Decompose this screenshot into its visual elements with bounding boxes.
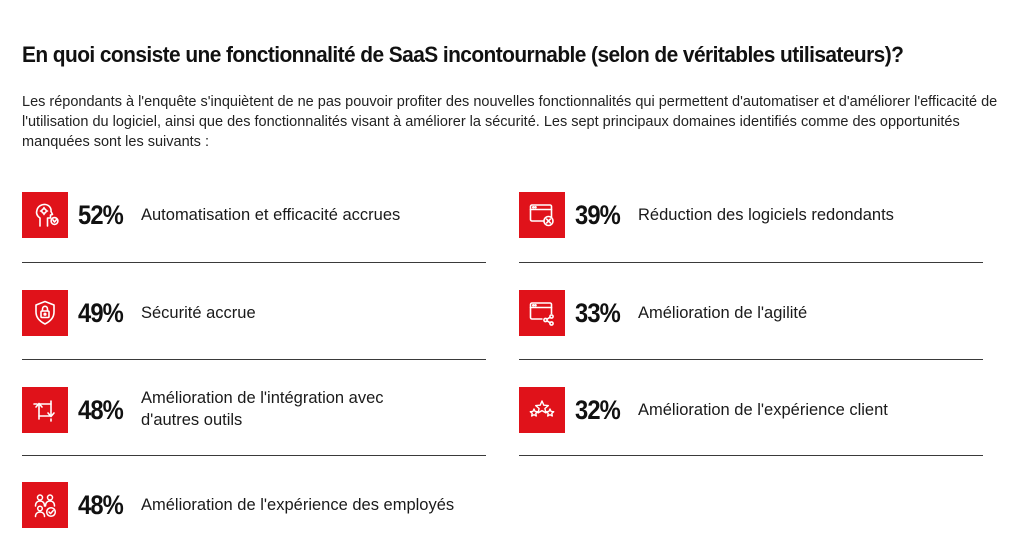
app-remove-icon: [519, 192, 565, 238]
stat-item-automation: [22, 192, 492, 244]
divider: [22, 359, 486, 360]
stat-percent: 32%: [575, 395, 620, 425]
stat-percent: 39%: [575, 200, 620, 230]
divider: [519, 359, 983, 360]
stat-item-employee-experience: [22, 482, 512, 534]
app-share-icon: [519, 290, 565, 336]
stat-percent: 33%: [575, 298, 620, 328]
page-title: En quoi consiste une fonctionnalité de SaaS incontournable (selon de véritables utilisateurs)?: [22, 42, 904, 67]
stat-item-agility: [519, 290, 989, 342]
security-lock-icon: [22, 290, 68, 336]
stat-label: Amélioration de l'expérience des employés: [141, 496, 455, 514]
divider: [519, 262, 983, 263]
divider: [22, 455, 486, 456]
stat-label: Amélioration de l'expérience client: [638, 401, 888, 419]
stat-label: Automatisation et efficacité accrues: [141, 206, 401, 224]
stat-percent: 52%: [78, 200, 123, 230]
star-rating-icon: [519, 387, 565, 433]
stat-item-security: [22, 290, 492, 342]
automation-icon: [22, 192, 68, 238]
stat-item-customer-experience: [519, 387, 989, 439]
stat-label: Amélioration de l'intégration avec d'autres outils: [141, 389, 384, 429]
stat-percent: 48%: [78, 490, 123, 520]
divider: [22, 262, 486, 263]
stat-label: Amélioration de l'agilité: [638, 304, 808, 322]
employees-icon: [22, 482, 68, 528]
intro-paragraph: Les répondants à l'enquête s'inquiètent de ne pas pouvoir profiter des nouvelles fonctionnalités qui permettent d'automatiser et d'améliorer l'efficacité de l'utilisation du logiciel, ainsi que des fonctionnalités visant à améliorer la sécurité. Les sept principaux domaines identifiés comme des opportunités manquées sont les suivants :: [22, 94, 998, 150]
stat-label: Sécurité accrue: [141, 304, 256, 322]
stat-percent: 48%: [78, 395, 123, 425]
stat-label: Réduction des logiciels redondants: [638, 206, 894, 224]
stat-item-integration: [22, 387, 492, 439]
integration-arrows-icon: [22, 387, 68, 433]
stat-item-redundant-software: [519, 192, 989, 244]
stat-percent: 49%: [78, 298, 123, 328]
divider: [519, 455, 983, 456]
